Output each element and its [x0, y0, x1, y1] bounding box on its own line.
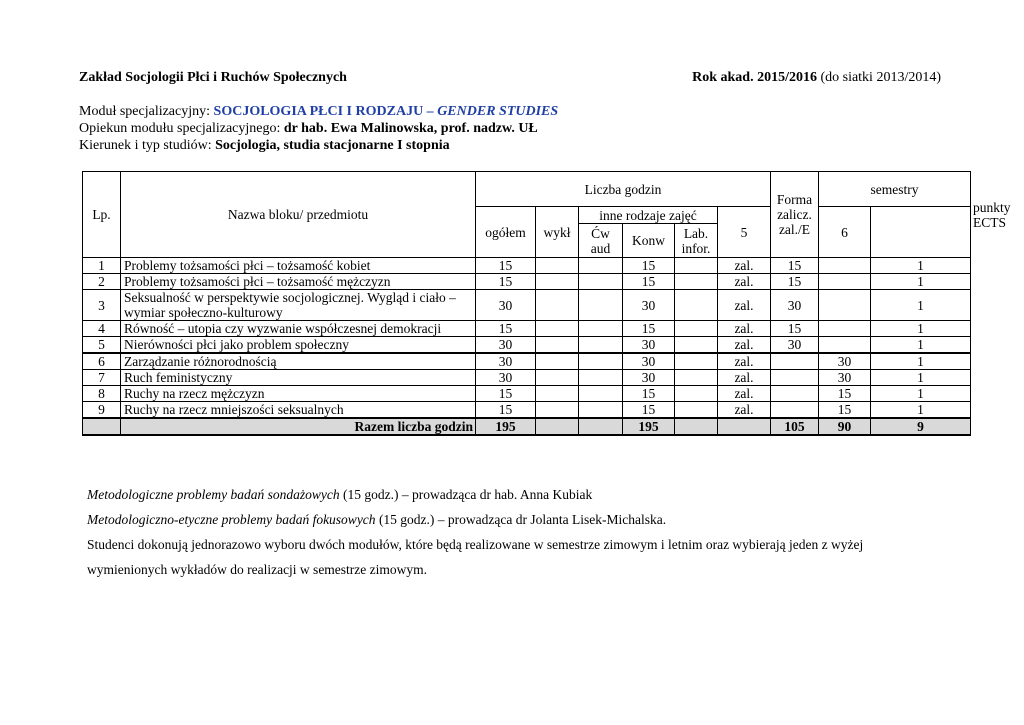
sum-lp-cell [83, 418, 121, 435]
row-lecture [536, 337, 579, 354]
row-sem5: 15 [771, 321, 819, 337]
row-ects: 1 [871, 386, 971, 402]
sum-sem6: 90 [819, 418, 871, 435]
row-total: 15 [476, 386, 536, 402]
row-form: zal. [718, 258, 771, 274]
row-name: Seksualność w perspektywie socjologicznej. Wygląd i ciało – wymiar społeczno-kulturowy [121, 290, 476, 321]
row-ects: 1 [871, 337, 971, 354]
header-form: Forma zalicz. zal./E [771, 172, 819, 258]
row-exercises [579, 353, 623, 370]
row-form: zal. [718, 321, 771, 337]
row-form: zal. [718, 386, 771, 402]
row-lp: 5 [83, 337, 121, 354]
module-info [79, 103, 558, 154]
row-konw: 15 [623, 321, 675, 337]
note-1 [87, 482, 937, 507]
row-name: Ruch feministyczny [121, 370, 476, 386]
row-name: Problemy tożsamości płci – tożsamość kobiet [121, 258, 476, 274]
sum-row [83, 418, 971, 435]
row-sem5: 15 [771, 258, 819, 274]
row-sem6: 30 [819, 353, 871, 370]
row-konw: 30 [623, 290, 675, 321]
header-hours: Liczba godzin [476, 172, 771, 207]
department-name: Zakład Socjologii Płci i Ruchów Społecznych [79, 70, 347, 85]
row-ects: 1 [871, 353, 971, 370]
row-lecture [536, 321, 579, 337]
module-title [214, 104, 559, 119]
row-exercises [579, 321, 623, 337]
module-prefix: Moduł specjalizacyjny: [79, 104, 211, 119]
academic-year [692, 70, 941, 86]
row-lecture [536, 274, 579, 290]
row-konw: 30 [623, 370, 675, 386]
header-name: Nazwa bloku/ przedmiotu [121, 172, 476, 258]
note-2-rest: (15 godz.) – prowadząca dr Jolanta Lisek-Michalska. [375, 512, 667, 527]
row-lecture [536, 402, 579, 419]
row-total: 15 [476, 274, 536, 290]
sum-form [718, 418, 771, 435]
row-konw: 15 [623, 386, 675, 402]
row-sem5: 15 [771, 274, 819, 290]
row-lecture [536, 370, 579, 386]
header-lp: Lp. [83, 172, 121, 258]
header-lab: Lab. infor. [675, 224, 718, 258]
row-lecture [536, 386, 579, 402]
note-1-rest: (15 godz.) – prowadząca dr hab. Anna Kubiak [339, 487, 593, 502]
row-total: 30 [476, 290, 536, 321]
table-row [83, 386, 971, 402]
header-exercises: Ćw aud [579, 224, 623, 258]
note-2-title: Metodologiczno-etyczne problemy badań fokusowych [87, 512, 376, 527]
row-lab [675, 274, 718, 290]
note-1-title: Metodologiczne problemy badań sondażowych [87, 487, 340, 502]
module-name: SOCJOLOGIA PŁCI I RODZAJU – [213, 104, 438, 119]
row-lab [675, 386, 718, 402]
row-lab [675, 370, 718, 386]
supervisor-prefix: Opiekun modułu specjalizacyjnego: [79, 121, 281, 136]
row-sem6 [819, 321, 871, 337]
header-sem6: 6 [819, 207, 871, 258]
row-total: 30 [476, 370, 536, 386]
direction-prefix: Kierunek i typ studiów: [79, 138, 212, 153]
table-row [83, 402, 971, 419]
row-sem5 [771, 386, 819, 402]
row-total: 15 [476, 402, 536, 419]
table-row [83, 337, 971, 354]
row-exercises [579, 402, 623, 419]
row-lp: 4 [83, 321, 121, 337]
row-exercises [579, 337, 623, 354]
sum-ects: 9 [871, 418, 971, 435]
row-lp: 1 [83, 258, 121, 274]
academic-year-note: (do siatki 2013/2014) [820, 70, 941, 85]
row-ects: 1 [871, 370, 971, 386]
row-lab [675, 290, 718, 321]
table-row [83, 353, 971, 370]
row-sem5 [771, 370, 819, 386]
row-name: Równość – utopia czy wyzwanie współczesnej demokracji [121, 321, 476, 337]
sum-total: 195 [476, 418, 536, 435]
row-form: zal. [718, 402, 771, 419]
note-2 [87, 507, 937, 532]
sum-exercises [579, 418, 623, 435]
notes [87, 482, 937, 582]
row-lp: 2 [83, 274, 121, 290]
row-form: zal. [718, 290, 771, 321]
row-total: 30 [476, 353, 536, 370]
table-row [83, 321, 971, 337]
row-sem6 [819, 337, 871, 354]
header-semesters: semestry [819, 172, 971, 207]
row-exercises [579, 370, 623, 386]
row-exercises [579, 290, 623, 321]
direction-line [79, 137, 558, 154]
table-row [83, 290, 971, 321]
row-konw: 30 [623, 337, 675, 354]
header-other: inne rodzaje zajęć [579, 207, 718, 224]
academic-year-label: Rok akad. 2015/2016 [692, 70, 817, 85]
table-row [83, 258, 971, 274]
header-lecture: wykł [536, 207, 579, 258]
row-lp: 8 [83, 386, 121, 402]
row-sem5 [771, 353, 819, 370]
row-sem5 [771, 402, 819, 419]
row-form: zal. [718, 370, 771, 386]
courses-table: Lp. Nazwa bloku/ przedmiotu Liczba godzin Forma zalicz. zal./E semestry punkty ECTS ogółem wykł inne rodzaje zajęć 5 6 Ćw aud Konw Lab. infor. 1 Problemy tożsamości płci – tożsamość kobiet 15 15 zal. 15 1 2 Problemy tożsamości płci – tożsamość mężczyzn 15 15 zal. 15 1 3 Seksualność w perspektywie socjologicznej. Wygląd i ciało – wymiar społeczno-kulturowy 30 30 zal. 30 1 4 Równość – utopia czy wyzwanie współczesnej demokracji 15 15 zal. 15 1 5 Nierówności płci jako problem społeczny 30 30 zal. 30 1 6 Zarządzanie różnorodnością 30 30 zal. 30 1 7 Ruch feministyczny 30 30 zal. 30 1 8 Ruchy na rzecz mężczyzn 15 15 zal. 15 1 9 Ruchy na rzecz mniejszości seksualnych 15 15 zal. 15 1 Razem liczba godzin 195 195 105 90 9 [82, 171, 971, 436]
row-total: 15 [476, 321, 536, 337]
row-ects: 1 [871, 258, 971, 274]
row-name: Problemy tożsamości płci – tożsamość mężczyzn [121, 274, 476, 290]
row-name: Ruchy na rzecz mniejszości seksualnych [121, 402, 476, 419]
row-lp: 3 [83, 290, 121, 321]
row-konw: 15 [623, 258, 675, 274]
direction-name: Socjologia, studia stacjonarne I stopnia [215, 138, 450, 153]
row-lp: 6 [83, 353, 121, 370]
sum-lecture [536, 418, 579, 435]
row-lab [675, 337, 718, 354]
row-sem6 [819, 290, 871, 321]
header-total: ogółem [476, 207, 536, 258]
header-sem5: 5 [718, 207, 771, 258]
row-lp: 9 [83, 402, 121, 419]
row-lecture [536, 353, 579, 370]
table-row [83, 274, 971, 290]
row-exercises [579, 386, 623, 402]
row-form: zal. [718, 274, 771, 290]
row-ects: 1 [871, 321, 971, 337]
row-konw: 30 [623, 353, 675, 370]
row-sem6 [819, 274, 871, 290]
row-form: zal. [718, 353, 771, 370]
sum-konw: 195 [623, 418, 675, 435]
module-name-en: GENDER STUDIES [437, 104, 559, 119]
row-lecture [536, 290, 579, 321]
note-3: Studenci dokonują jednorazowo wyboru dwóch modułów, które będą realizowane w semestrze zimowym i letnim oraz wybierają jeden z wyżej wymienionych wykładów do realizacji w semestrze zimowym. [87, 537, 864, 577]
row-konw: 15 [623, 274, 675, 290]
row-sem6: 15 [819, 386, 871, 402]
row-konw: 15 [623, 402, 675, 419]
sum-lab [675, 418, 718, 435]
sum-label: Razem liczba godzin [121, 418, 476, 435]
header-konw: Konw [623, 224, 675, 258]
row-sem6: 30 [819, 370, 871, 386]
sum-sem5: 105 [771, 418, 819, 435]
module-line [79, 103, 558, 120]
row-sem5: 30 [771, 290, 819, 321]
table-row [83, 370, 971, 386]
supervisor-name: dr hab. Ewa Malinowska, prof. nadzw. UŁ [283, 121, 538, 136]
supervisor-line [79, 120, 558, 137]
row-name: Zarządzanie różnorodnością [121, 353, 476, 370]
row-lecture [536, 258, 579, 274]
row-total: 15 [476, 258, 536, 274]
row-exercises [579, 274, 623, 290]
row-sem5: 30 [771, 337, 819, 354]
row-name: Nierówności płci jako problem społeczny [121, 337, 476, 354]
row-lp: 7 [83, 370, 121, 386]
row-lab [675, 402, 718, 419]
row-ects: 1 [871, 290, 971, 321]
row-lab [675, 258, 718, 274]
row-lab [675, 321, 718, 337]
row-sem6: 15 [819, 402, 871, 419]
row-sem6 [819, 258, 871, 274]
row-ects: 1 [871, 274, 971, 290]
row-form: zal. [718, 337, 771, 354]
row-name: Ruchy na rzecz mężczyzn [121, 386, 476, 402]
row-lab [675, 353, 718, 370]
row-total: 30 [476, 337, 536, 354]
row-exercises [579, 258, 623, 274]
row-ects: 1 [871, 402, 971, 419]
